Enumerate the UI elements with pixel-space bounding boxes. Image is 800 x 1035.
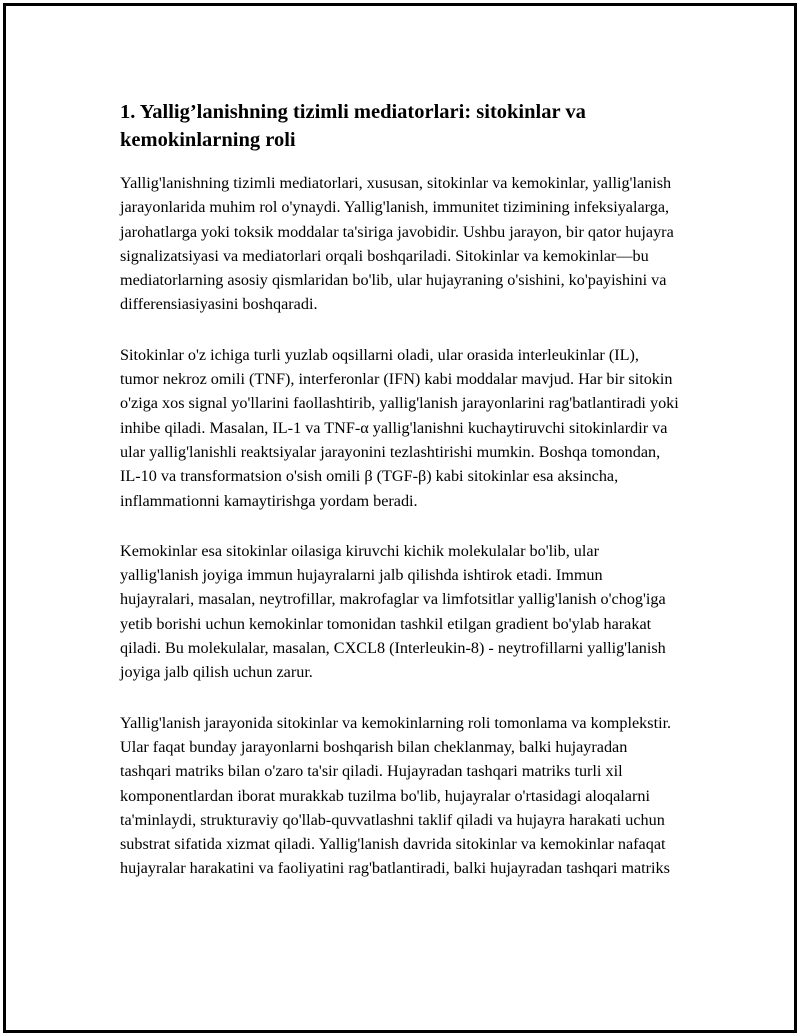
section-heading: 1. Yallig’lanishning tizimli mediatorlari: sitokinlar va kemokinlarning roli [120, 101, 586, 151]
paragraph: Yallig'lanishning tizimli mediatorlari, xususan, sitokinlar va kemokinlar, yallig'lanish jarayonlarida muhim rol o'ynaydi. Yallig'lanish, immunitet tizimining infeksiyalarga, jarohatlarga yoki toksik moddalar ta'siriga javobidir. Ushbu jarayon, bir qator hujayra signalizatsiyasi va mediatorlari orqali boshqariladi. Sitokinlar va kemokinlar—bu mediatorlarning asosiy qismlaridan bo'lib, ular hujayraning o'sishini, ko'payishini va differensiasiyasini boshqaradi. [120, 174, 674, 314]
paragraph: Sitokinlar o'z ichiga turli yuzlab oqsillarni oladi, ular orasida interleukinlar (IL), tumor nekroz omili (TNF), interferonlar (IFN) kabi moddalar mavjud. Har bir sitokin o'ziga xos signal yo'llarini faollashtirib, yallig'lanish jarayonlarini rag'batlantiradi yoki inhibe qiladi. Masalan, IL-1 va TNF-α yallig'lanishni kuchaytiruvchi sitokinlardir va ular yallig'lanishli reaktsiyalar jarayonini tezlashtirishi mumkin. Boshqa tomondan, IL-10 va transformatsion o'sish omili β (TGF-β) kabi sitokinlar esa aksincha, inflammationni kamaytirishga yordam beradi. [120, 345, 679, 510]
paragraph: Yallig'lanish jarayonida sitokinlar va kemokinlarning roli tomonlama va komplekstir. Ular faqat bunday jarayonlarni boshqarish bilan cheklanmay, balki hujayradan tashqari matriks bilan o'zaro ta'sir qiladi. Hujayradan tashqari matriks turli xil komponentlardan iborat murakkab tuzilma bo'lib, hujayralar o'rtasidagi aloqalarni ta'minlaydi, strukturaviy qo'llab-quvvatlashni taklif qiladi va hujayra harakati uchun substrat sifatida xizmat qiladi. Yallig'lanish davrida sitokinlar va kemokinlar nafaqat hujayralar harakatini va faoliyatini rag'batlantiradi, balki hujayradan tashqari matriks [120, 713, 672, 878]
paragraph: Kemokinlar esa sitokinlar oilasiga kiruvchi kichik molekulalar bo'lib, ular yallig'lanish joyiga immun hujayralarni jalb qilishda ishtirok etadi. Immun hujayralari, masalan, neytrofillar, makrofaglar va limfotsitlar yallig'lanish o'chog'iga yetib borishi uchun kemokinlar tomonidan tashkil etilgan gradient bo'ylab harakat qiladi. Bu molekulalar, masalan, CXCL8 (Interleukin-8) - neytrofillarni yallig'lanish joyiga jalb qilish uchun zarur. [120, 541, 666, 682]
document-page [3, 3, 797, 1033]
document-body [120, 98, 680, 881]
